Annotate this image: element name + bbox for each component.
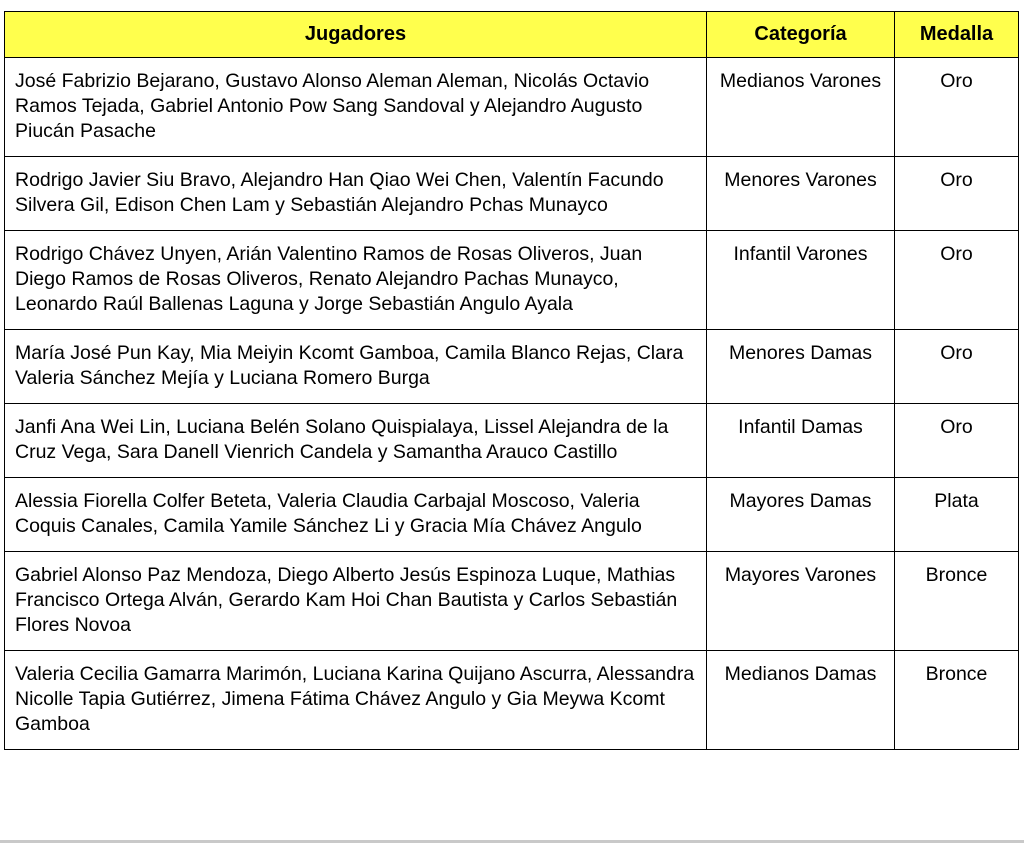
medal-cell: Oro	[895, 157, 1019, 231]
category-cell: Mayores Damas	[707, 478, 895, 552]
medal-cell: Bronce	[895, 552, 1019, 651]
header-medal: Medalla	[895, 12, 1019, 58]
header-category: Categoría	[707, 12, 895, 58]
medal-results-table	[4, 11, 1019, 750]
category-cell: Infantil Damas	[707, 404, 895, 478]
players-cell: Gabriel Alonso Paz Mendoza, Diego Alberto Jesús Espinoza Luque, Mathias Francisco Ortega Alván, Gerardo Kam Hoi Chan Bautista y Carlos Sebastián Flores Novoa	[5, 552, 707, 651]
players-cell: José Fabrizio Bejarano, Gustavo Alonso Aleman Aleman, Nicolás Octavio Ramos Tejada, Gabriel Antonio Pow Sang Sandoval y Alejandro Augusto Piucán Pasache	[5, 58, 707, 157]
header-players: Jugadores	[5, 12, 707, 58]
category-cell: Mayores Varones	[707, 552, 895, 651]
category-cell: Infantil Varones	[707, 231, 895, 330]
table-row	[5, 651, 1019, 750]
table-row	[5, 157, 1019, 231]
table-row	[5, 552, 1019, 651]
medal-cell: Oro	[895, 404, 1019, 478]
players-cell: María José Pun Kay, Mia Meiyin Kcomt Gamboa, Camila Blanco Rejas, Clara Valeria Sánchez Mejía y Luciana Romero Burga	[5, 330, 707, 404]
players-cell: Rodrigo Javier Siu Bravo, Alejandro Han Qiao Wei Chen, Valentín Facundo Silvera Gil, Edison Chen Lam y Sebastián Alejandro Pchas Munayco	[5, 157, 707, 231]
players-cell: Alessia Fiorella Colfer Beteta, Valeria Claudia Carbajal Moscoso, Valeria Coquis Canales, Camila Yamile Sánchez Li y Gracia Mía Chávez Angulo	[5, 478, 707, 552]
medal-cell: Oro	[895, 330, 1019, 404]
table-row	[5, 330, 1019, 404]
players-cell: Janfi Ana Wei Lin, Luciana Belén Solano Quispialaya, Lissel Alejandra de la Cruz Vega, Sara Danell Vienrich Candela y Samantha Arauco Castillo	[5, 404, 707, 478]
table-row	[5, 404, 1019, 478]
category-cell: Menores Varones	[707, 157, 895, 231]
medal-cell: Plata	[895, 478, 1019, 552]
medal-cell: Oro	[895, 58, 1019, 157]
players-cell: Rodrigo Chávez Unyen, Arián Valentino Ramos de Rosas Oliveros, Juan Diego Ramos de Rosas Oliveros, Renato Alejandro Pachas Munayco, Leonardo Raúl Ballenas Laguna y Jorge Sebastián Angulo Ayala	[5, 231, 707, 330]
medal-cell: Oro	[895, 231, 1019, 330]
category-cell: Menores Damas	[707, 330, 895, 404]
category-cell: Medianos Damas	[707, 651, 895, 750]
table-row	[5, 58, 1019, 157]
table-row	[5, 478, 1019, 552]
players-cell: Valeria Cecilia Gamarra Marimón, Luciana Karina Quijano Ascurra, Alessandra Nicolle Tapia Gutiérrez, Jimena Fátima Chávez Angulo y Gia Meywa Kcomt Gamboa	[5, 651, 707, 750]
table-row	[5, 231, 1019, 330]
table-header-row	[5, 12, 1019, 58]
medal-cell: Bronce	[895, 651, 1019, 750]
category-cell: Medianos Varones	[707, 58, 895, 157]
